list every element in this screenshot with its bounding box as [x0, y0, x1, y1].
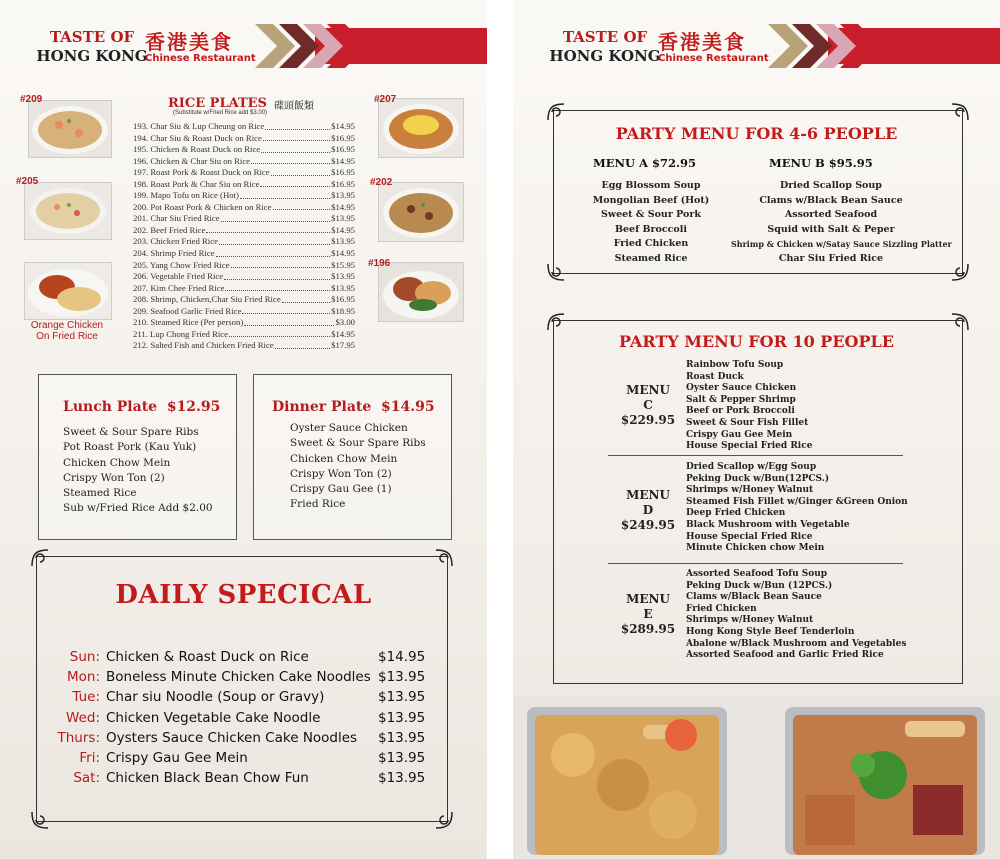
rice-plate-price: $14.95	[331, 248, 355, 259]
rice-plate-item	[133, 317, 355, 329]
rice-plate-name: 194. Char Siu & Roast Duck on Rice	[133, 132, 262, 143]
party-menu-item: Rainbow Tofu Soup	[686, 360, 784, 370]
dinner-plate-item: Fried Rice	[290, 498, 346, 511]
party-menu-item: Steamed Fish Fillet w/Ginger &Green Onion	[686, 496, 908, 507]
rice-plate-name: 201. Char Siu Fried Rice	[133, 213, 220, 224]
orange-chicken-caption-line1: Orange Chicken	[30, 320, 104, 331]
menu-b-item: Squid with Salt & Peper	[767, 223, 895, 235]
dinner-plate-items	[290, 421, 426, 513]
party-menu-item: Shrimps w/Honey Walnut	[686, 485, 814, 496]
rice-plate-price: $14.95	[331, 328, 355, 339]
corner-ornament-icon	[434, 810, 454, 830]
daily-special-row	[40, 708, 440, 728]
special-dish: Oysters Sauce Chicken Cake Noodles	[106, 729, 358, 746]
menu-c-word: MENU	[626, 383, 670, 397]
rice-plate-item	[133, 306, 355, 318]
rice-plate-item	[133, 329, 355, 341]
special-dish: Boneless Minute Chicken Cake Noodles	[106, 669, 371, 686]
dinner-plate-item: Crispy Won Ton (2)	[290, 467, 392, 480]
rice-plate-name: 209. Seafood Garlic Fried Rice	[133, 305, 242, 316]
leader-dots	[231, 260, 331, 269]
menu-e-price: $289.95	[620, 622, 676, 636]
chinese-name: 香港美食	[658, 30, 746, 54]
party-menu-item: Salt & Pepper Shrimp	[686, 394, 796, 405]
rice-plate-price: $16.95	[331, 167, 355, 178]
rice-plate-item	[133, 121, 355, 133]
rice-plate-price: $13.95	[331, 271, 355, 282]
rice-plate-name: 205. Yang Chow Fried Rice	[133, 259, 230, 270]
leader-dots	[265, 121, 330, 130]
menu-b-item: Assorted Seafood	[784, 209, 878, 220]
lunch-plate-title	[63, 399, 220, 415]
rice-plate-name: 206. Vegetable Fried Rice	[133, 271, 224, 282]
beef-fried-rice-photo	[378, 182, 464, 242]
corner-ornament-icon	[546, 262, 566, 282]
brand-line-2: HONG KONG	[549, 47, 661, 65]
menu-e-word: MENU	[626, 592, 670, 606]
rice-plate-price: $14.95	[331, 201, 355, 212]
rice-plate-name: 198. Roast Pork & Char Siu on Rice	[133, 178, 260, 189]
special-price: $14.95	[378, 649, 426, 665]
leader-dots	[224, 271, 330, 280]
orange-chicken-caption-line2: On Fried Rice	[36, 331, 98, 342]
leader-dots	[225, 283, 330, 292]
restaurant-name	[535, 28, 675, 66]
menu-a-item: Beef Broccoli	[614, 223, 687, 235]
leader-dots	[273, 202, 331, 211]
restaurant-subtitle: Chinese Restaurant	[145, 53, 256, 64]
party-menu-item: Black Mushroom with Vegetable	[686, 519, 850, 530]
party-menu-item: Peking Duck w/Bun(12PCS.)	[686, 473, 830, 484]
leader-dots	[229, 329, 330, 338]
party-menu-item: Minute Chicken chow Mein	[686, 543, 825, 554]
rice-plate-item	[133, 133, 355, 145]
daily-special-list	[40, 647, 440, 788]
menu-a-items	[573, 179, 729, 266]
menu-b-item: Shrimp & Chicken w/Satay Sauce Sizzling Platter	[731, 239, 952, 249]
corner-ornament-icon	[30, 810, 50, 830]
leader-dots	[242, 306, 330, 315]
rice-plate-price: $18.95	[331, 305, 355, 316]
party-menu-item: Peking Duck w/Bun (12PCS.)	[686, 580, 833, 591]
rice-plate-item	[133, 213, 355, 225]
menu-a-item: Mongolian Beef (Hot)	[592, 194, 710, 206]
party-menu-item: Fried Chicken	[686, 603, 757, 614]
party-menu-item: Deep Fried Chicken	[686, 508, 786, 519]
menu-a-item: Steamed Rice	[614, 252, 688, 264]
rice-plate-price: $13.95	[331, 190, 355, 201]
party-menu-item: Assorted Seafood Tofu Soup	[686, 569, 828, 579]
daily-special-title: DAILY SPECICAL	[115, 580, 372, 610]
rice-plate-name: 202. Beef Fried Rice	[133, 224, 206, 235]
kim-chee-fried-rice-photo	[378, 98, 464, 158]
rice-plate-price: $16.95	[331, 294, 355, 305]
rice-plate-price: $14.95	[331, 224, 355, 235]
corner-ornament-icon	[950, 262, 970, 282]
chicken-char-siu-on-rice-photo	[378, 262, 464, 322]
party-menu-item: House Special Fried Rice	[686, 531, 813, 542]
rice-plate-item	[133, 283, 355, 295]
brand-line-1: TASTE OF	[49, 28, 135, 46]
special-dish: Chicken & Roast Duck on Rice	[106, 649, 309, 665]
leader-dots	[244, 317, 334, 326]
party-menu-item: Shrimps w/Honey Walnut	[686, 615, 814, 626]
photo-tag-205: #205	[16, 176, 39, 187]
special-price: $13.95	[378, 709, 426, 726]
rice-plate-price: $14.95	[331, 155, 355, 166]
rice-plate-name: 195. Chicken & Roast Duck on Rice	[133, 144, 261, 155]
photo-tag-207: #207	[374, 94, 397, 105]
leader-dots	[221, 213, 330, 222]
leader-dots	[261, 144, 330, 153]
menu-divider	[608, 455, 903, 456]
lunch-plate-items	[63, 425, 213, 517]
menu-a-item: Sweet & Sour Pork	[601, 209, 701, 220]
party-menu-item: House Special Fried Rice	[686, 441, 813, 452]
right-menu-page	[513, 0, 1000, 859]
party-menu-item: Crispy Gau Gee Mein	[686, 429, 793, 440]
lunch-plate-price: $12.95	[166, 399, 221, 415]
leader-dots	[282, 294, 330, 303]
daily-special-row	[40, 748, 440, 768]
rice-plate-item	[133, 236, 355, 248]
special-day: Fri:	[79, 749, 100, 766]
party-menu-item: Oyster Sauce Chicken	[686, 383, 797, 394]
rice-plate-price: $13.95	[331, 282, 355, 293]
special-dish: Char siu Noodle (Soup or Gravy)	[106, 689, 325, 706]
rice-plate-name: 203. Chicken Fried Rice	[133, 236, 218, 247]
daily-special-row	[40, 667, 440, 687]
leader-dots	[216, 248, 331, 257]
daily-special-row	[40, 647, 440, 667]
menu-a-heading: MENU A $72.95	[593, 156, 696, 170]
special-price: $13.95	[378, 729, 426, 746]
lunch-plate-box	[38, 374, 237, 540]
rice-plate-name: 211. Lup Chong Fried Rice	[133, 328, 228, 339]
photo-tag-202: #202	[370, 177, 393, 188]
rice-plate-item	[133, 260, 355, 272]
leader-dots	[219, 236, 330, 245]
rice-plate-price: $13.95	[331, 213, 355, 224]
rice-plate-name: 207. Kim Chee Fried Rice	[133, 282, 225, 293]
dinner-plate-title	[272, 399, 435, 415]
menu-c-price: $229.95	[620, 413, 676, 427]
special-day: Tue:	[72, 689, 100, 706]
dinner-plate-price: $14.95	[381, 399, 435, 415]
special-day: Wed:	[66, 709, 100, 726]
rice-plate-name: 197. Roast Pork & Roast Duck on Rice	[133, 167, 270, 178]
brand-line-1: TASTE OF	[562, 28, 648, 46]
dinner-plate-label: Dinner Plate	[272, 399, 372, 415]
lunch-plate-label: Lunch Plate	[63, 399, 158, 415]
rice-plate-price: $16.95	[331, 144, 355, 155]
party-menu-item: Clams w/Black Bean Sauce	[686, 592, 822, 603]
menu-d-label	[608, 488, 688, 533]
rice-plate-price: $16.95	[331, 132, 355, 143]
corner-ornament-icon	[30, 548, 50, 568]
rice-plate-item	[133, 271, 355, 283]
special-price: $13.95	[378, 749, 426, 766]
rice-plate-item	[133, 167, 355, 179]
menu-c-items	[686, 360, 812, 453]
special-price: $13.95	[378, 770, 426, 787]
rice-plate-name: 196. Chicken & Char Siu on Rice	[133, 155, 251, 166]
lunch-plate-item: Steamed Rice	[63, 487, 137, 500]
menu-b-item: Clams w/Black Bean Sauce	[759, 194, 903, 206]
corner-ornament-icon	[546, 102, 566, 122]
lunch-plate-item: Chicken Chow Mein	[63, 456, 171, 469]
menu-a-item: Egg Blossom Soup	[601, 180, 701, 191]
rice-plate-price: $17.95	[331, 340, 355, 351]
lunch-plate-item: Crispy Won Ton (2)	[63, 471, 165, 484]
rice-plate-item	[133, 179, 355, 191]
leader-dots	[251, 156, 330, 165]
rice-plate-name: 212. Salted Fish and Chicken Fried Rice	[133, 340, 274, 351]
party-menu-item: Roast Duck	[686, 371, 744, 382]
corner-ornament-icon	[546, 312, 566, 332]
menu-c-letter: C	[643, 398, 653, 412]
rice-plate-name: 193. Char Siu & Lup Cheung on Rice	[133, 121, 265, 131]
rice-plate-price: $13.95	[331, 236, 355, 247]
brand-line-2: HONG KONG	[36, 47, 148, 65]
lunch-plate-item: Sweet & Sour Spare Ribs	[63, 426, 199, 438]
rice-plate-item	[133, 202, 355, 214]
corner-ornament-icon	[434, 548, 454, 568]
restaurant-name	[22, 28, 162, 66]
lunch-plate-item: Sub w/Fried Rice Add $2.00	[63, 502, 213, 515]
yang-chow-fried-rice-photo	[24, 182, 112, 240]
lunch-plate-item: Pot Roast Pork (Kau Yuk)	[63, 441, 197, 454]
party-10-title: PARTY MENU FOR 10 PEOPLE	[619, 332, 894, 351]
chevron-banner	[768, 24, 1000, 68]
rice-plate-price: $3.00	[335, 317, 355, 328]
menu-b-items	[731, 179, 952, 266]
leader-dots	[263, 133, 330, 142]
party-trays-photo	[513, 695, 1000, 859]
menu-e-letter: E	[643, 607, 653, 621]
special-dish: Chicken Black Bean Chow Fun	[106, 770, 309, 787]
dinner-plate-item: Chicken Chow Mein	[290, 452, 398, 465]
leader-dots	[260, 179, 330, 188]
menu-b-item: Dried Scallop Soup	[780, 180, 882, 191]
menu-e-items	[686, 569, 906, 662]
party-menu-item: Beef or Pork Broccoli	[686, 406, 795, 417]
special-day: Sat:	[73, 770, 100, 787]
rice-plate-name: 200. Pot Roast Pork & Chicken on Rice	[133, 201, 272, 212]
rice-plate-item	[133, 190, 355, 202]
rice-plate-price: $14.95	[331, 121, 355, 131]
menu-c-label	[608, 383, 688, 428]
menu-d-word: MENU	[626, 488, 670, 502]
rice-plate-name: 199. Mapo Tofu on Rice (Hot)	[133, 190, 239, 201]
rice-plates-note: (Substitute w/Fried Rice add $3.00)	[173, 110, 268, 116]
party-4-6-title: PARTY MENU FOR 4-6 PEOPLE	[615, 124, 898, 143]
chevron-banner	[255, 24, 487, 68]
menu-a-item: Fried Chicken	[613, 238, 689, 249]
special-day: Thurs:	[57, 729, 100, 746]
dinner-plate-item: Sweet & Sour Spare Ribs	[290, 437, 426, 450]
menu-d-price: $249.95	[620, 518, 676, 532]
photo-tag-209: #209	[20, 94, 43, 105]
dinner-plate-item: Crispy Gau Gee (1)	[290, 483, 392, 496]
party-menu-item: Assorted Seafood and Garlic Fried Rice	[686, 650, 884, 661]
special-day: Mon:	[66, 669, 100, 686]
rice-plates-title-cn: 碟頭飯類	[274, 101, 314, 112]
restaurant-subtitle: Chinese Restaurant	[658, 53, 769, 64]
special-dish: Crispy Gau Gee Mein	[106, 749, 248, 766]
corner-ornament-icon	[950, 102, 970, 122]
rice-plate-name: 208. Shrimp, Chicken,Char Siu Fried Rice	[133, 294, 281, 305]
left-menu-page	[0, 0, 487, 859]
party-menu-item: Hong Kong Style Beef Tenderloin	[686, 626, 855, 637]
rice-plate-item	[133, 225, 355, 237]
rice-plate-item	[133, 248, 355, 260]
menu-b-heading: MENU B $95.95	[769, 156, 873, 170]
menu-d-items	[686, 462, 908, 555]
rice-plate-price: $15.95	[331, 259, 355, 270]
menu-d-letter: D	[642, 503, 654, 517]
orange-chicken-photo	[24, 262, 112, 320]
rice-plate-item	[133, 144, 355, 156]
party-menu-item: Dried Scallop w/Egg Soup	[686, 462, 817, 472]
rice-plate-item	[133, 294, 355, 306]
menu-b-item: Char Siu Fried Rice	[778, 252, 884, 264]
special-price: $13.95	[378, 669, 426, 686]
rice-plates-title: RICE PLATES	[168, 96, 267, 111]
rice-plate-name: 210. Steamed Rice (Per person)	[133, 317, 244, 328]
special-price: $13.95	[378, 689, 426, 706]
leader-dots	[275, 340, 330, 349]
rice-plates-list	[133, 121, 355, 352]
rice-plate-name: 204. Shrimp Fried Rice	[133, 248, 215, 259]
special-day: Sun:	[69, 649, 100, 665]
menu-e-label	[608, 592, 688, 637]
daily-special-row	[40, 768, 440, 788]
orange-chicken-caption	[30, 320, 104, 342]
rice-plate-price: $16.95	[331, 178, 355, 189]
chinese-name: 香港美食	[145, 30, 233, 54]
dinner-plate-box	[253, 374, 452, 540]
corner-ornament-icon	[950, 312, 970, 332]
leader-dots	[271, 167, 331, 176]
special-dish: Chicken Vegetable Cake Noodle	[106, 709, 321, 726]
dinner-plate-item: Oyster Sauce Chicken	[290, 422, 408, 434]
daily-special-row	[40, 728, 440, 748]
party-menu-item: Sweet & Sour Fish Fillet	[686, 417, 809, 428]
leader-dots	[206, 225, 330, 234]
daily-special-row	[40, 687, 440, 707]
photo-tag-196: #196	[368, 258, 391, 269]
party-menu-item: Abalone w/Black Mushroom and Vegetables	[686, 638, 907, 649]
seafood-garlic-fried-rice-photo	[28, 100, 112, 158]
rice-plate-item	[133, 340, 355, 352]
leader-dots	[240, 190, 330, 199]
menu-divider	[608, 563, 903, 564]
rice-plate-item	[133, 156, 355, 168]
